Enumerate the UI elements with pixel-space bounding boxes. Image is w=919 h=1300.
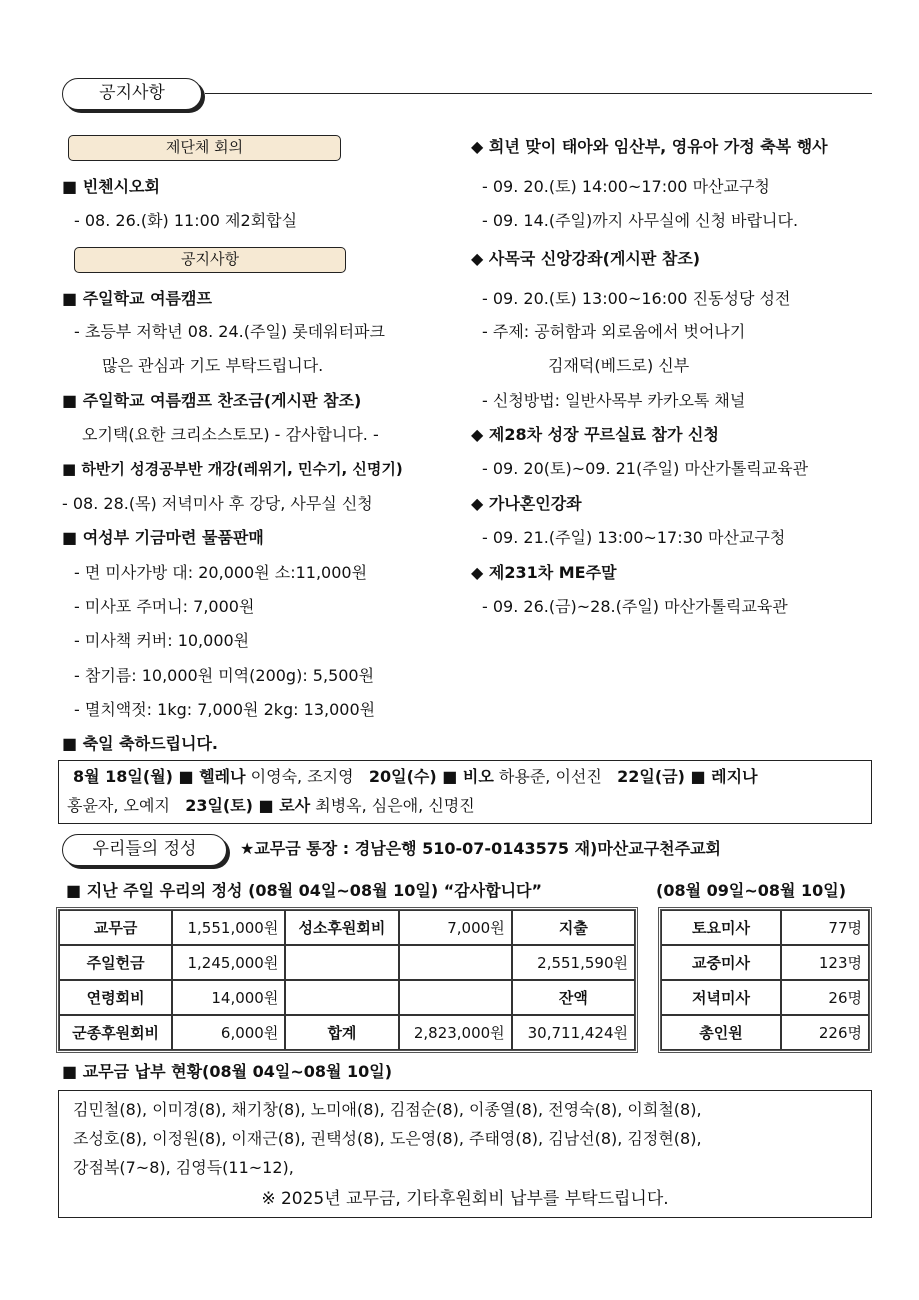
sale-item: - 미사책 커버: 10,000원 [74, 631, 250, 650]
table-cell: 잔액 [512, 980, 635, 1015]
vincent-title: ■ 빈첸시오회 [62, 177, 160, 196]
table-cell: 저녁미사 [661, 980, 781, 1015]
offering-pill-label: 우리들의 정성 [92, 839, 197, 859]
table-row [59, 980, 635, 1015]
feast-title: ■ 축일 축하드립니다. [62, 734, 218, 753]
cana-title: ◆ 가나혼인강좌 [471, 494, 582, 513]
table-cell: 2,823,000원 [399, 1015, 512, 1050]
table-cell: 연령회비 [59, 980, 172, 1015]
cursillo-line: - 09. 20(토)~09. 21(주일) 마산가톨릭교육관 [482, 459, 809, 478]
faith-line2: - 주제: 공허함과 외로움에서 벗어나기 [482, 322, 746, 341]
feast-box [58, 760, 872, 824]
faith-line3: 김재덕(베드로) 신부 [548, 356, 690, 375]
me-title: ◆ 제231차 ME주말 [471, 563, 617, 582]
table-row [661, 910, 869, 945]
header-divider [205, 93, 872, 94]
offering-table [56, 907, 638, 1053]
feast-date: 8월 18일(월) ■ 헬레나 [73, 767, 246, 786]
table-cell: 14,000원 [172, 980, 285, 1015]
payment-notice: ※ 2025년 교무금, 기타후원회비 납부를 부탁드립니다. [261, 1189, 669, 1209]
table-cell: 총인원 [661, 1015, 781, 1050]
sale-item: - 멸치액젓: 1kg: 7,000원 2kg: 13,000원 [74, 700, 376, 719]
payment-line2: 조성호(8), 이정원(8), 이재근(8), 권택성(8), 도은영(8), 주태영(8), 김남선(8), 김정현(8), [73, 1129, 702, 1148]
donation-line: 오기택(요한 크리소스토모) - 감사합니다. - [82, 425, 379, 444]
camp-line2: 많은 관심과 기도 부탁드립니다. [102, 356, 324, 375]
bible-title: ■ 하반기 성경공부반 개강(레위기, 민수기, 신명기) [62, 460, 403, 478]
table-cell: 7,000원 [399, 910, 512, 945]
table-cell [285, 980, 398, 1015]
table-cell [399, 945, 512, 980]
feast-date: 22일(금) ■ 레지나 [617, 767, 758, 786]
table-cell: 123명 [781, 945, 869, 980]
table-cell: 1,551,000원 [172, 910, 285, 945]
table-cell: 교중미사 [661, 945, 781, 980]
sale-title: ■ 여성부 기금마련 물품판매 [62, 528, 264, 547]
table-row [661, 1015, 869, 1050]
table-row [59, 910, 635, 945]
payment-box [58, 1090, 872, 1218]
feast-names: 하용준, 이선진 [493, 767, 602, 786]
week-offering-title: ■ 지난 주일 우리의 정성 (08월 04일~08월 10일) “감사합니다” [66, 881, 543, 900]
feast-names: 홍윤자, 오예지 [67, 796, 170, 815]
table-cell [399, 980, 512, 1015]
camp-title: ■ 주일학교 여름캠프 [62, 289, 212, 308]
bible-line: - 08. 28.(목) 저녁미사 후 강당, 사무실 신청 [62, 494, 373, 513]
me-line: - 09. 26.(금)~28.(주일) 마산가톨릭교육관 [482, 597, 788, 616]
blessing-title: ◆ 희년 맞이 태아와 임산부, 영유아 가정 축복 행사 [471, 137, 828, 156]
tag-meetings [68, 135, 341, 161]
blessing-line1: - 09. 20.(토) 14:00~17:00 마산교구청 [482, 177, 770, 196]
table-cell: 1,245,000원 [172, 945, 285, 980]
feast-line2 [67, 795, 475, 817]
blessing-line2: - 09. 14.(주일)까지 사무실에 신청 바랍니다. [482, 211, 799, 230]
table-cell: 토요미사 [661, 910, 781, 945]
faith-line1: - 09. 20.(토) 13:00~16:00 진동성당 성전 [482, 289, 791, 308]
table-row [661, 980, 869, 1015]
cursillo-title: ◆ 제28차 성장 꾸르실료 참가 신청 [471, 425, 719, 444]
feast-names: 이영숙, 조지영 [245, 767, 354, 786]
table-cell: 군종후원회비 [59, 1015, 172, 1050]
table-cell: 지출 [512, 910, 635, 945]
table-cell: 26명 [781, 980, 869, 1015]
table-row [59, 1015, 635, 1050]
vincent-line: - 08. 26.(화) 11:00 제2회합실 [74, 211, 298, 230]
tag-meetings-label: 제단체 회의 [165, 138, 244, 156]
attendance-title: (08월 09일~08월 10일) [656, 881, 847, 900]
table-cell: 주일헌금 [59, 945, 172, 980]
table-cell: 226명 [781, 1015, 869, 1050]
table-cell: 교무금 [59, 910, 172, 945]
feast-line1 [73, 766, 758, 788]
donation-title: ■ 주일학교 여름캠프 찬조금(게시판 참조) [62, 391, 362, 410]
table-cell: 합계 [285, 1015, 398, 1050]
tag-notices-label: 공지사항 [181, 250, 239, 268]
table-cell: 2,551,590원 [512, 945, 635, 980]
offering-pill [62, 834, 227, 866]
payment-title: ■ 교무금 납부 현황(08월 04일~08월 10일) [62, 1062, 393, 1081]
faith-title: ◆ 사목국 신앙강좌(게시판 참조) [471, 249, 701, 268]
feast-names: 최병옥, 심은애, 신명진 [310, 796, 475, 815]
payment-line1: 김민철(8), 이미경(8), 채기창(8), 노미애(8), 김점순(8), 이종열(8), 전영숙(8), 이희철(8), [73, 1100, 702, 1119]
tag-notices [74, 247, 346, 273]
cana-line: - 09. 21.(주일) 13:00~17:30 마산교구청 [482, 528, 786, 547]
faith-line4: - 신청방법: 일반사목부 카카오톡 채널 [482, 391, 746, 410]
table-row [59, 945, 635, 980]
section-title-pill [62, 78, 202, 110]
table-cell: 30,711,424원 [512, 1015, 635, 1050]
sale-item: - 미사포 주머니: 7,000원 [74, 597, 255, 616]
table-row [661, 945, 869, 980]
feast-date: 23일(토) ■ 로사 [185, 796, 311, 815]
attendance-table [658, 907, 872, 1053]
table-cell: 77명 [781, 910, 869, 945]
feast-date: 20일(수) ■ 비오 [368, 767, 494, 786]
table-cell: 성소후원회비 [285, 910, 398, 945]
table-cell [285, 945, 398, 980]
sale-item: - 참기름: 10,000원 미역(200g): 5,500원 [74, 666, 375, 685]
camp-line1: - 초등부 저학년 08. 24.(주일) 롯데워터파크 [74, 322, 385, 341]
account-info: ★교무금 통장 : 경남은행 510-07-0143575 재)마산교구천주교회 [240, 839, 721, 858]
table-cell: 6,000원 [172, 1015, 285, 1050]
section-title: 공지사항 [99, 83, 165, 103]
sale-item: - 면 미사가방 대: 20,000원 소:11,000원 [74, 563, 368, 582]
payment-line3: 강점복(7~8), 김영득(11~12), [73, 1158, 294, 1177]
